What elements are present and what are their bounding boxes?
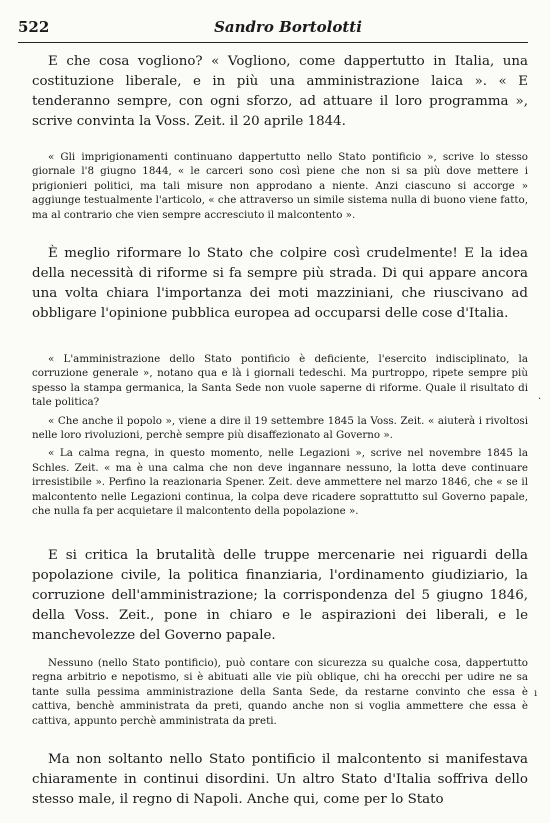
note-2b: « Che anche il popolo », viene a dire il 19 settembre 1845 la Voss. Zeit. « aiuterà i rivoltosi nelle loro rivoluzioni, perchè sempre più disaffezionato al Governo ».: [32, 414, 528, 442]
paragraph-3: E si critica la brutalità delle truppe mercenarie nei riguardi della popolazione civile, la politica finanziaria, l'ordinamento giudiziario, la corruzione dell'amministrazione; la corrispondenza del 5 giugno 1846, della Voss. Zeit., pone in chiaro e le aspirazioni dei liberali, e le manchevolezze del Governo papale.: [32, 548, 528, 643]
note-1: « Gli imprigionamenti continuano dappertutto nello Stato pontificio », scrive lo stesso giornale l'8 giugno 1844, « le carceri sono così piene che non si sa più dove mettere i prigionieri politici, ma tali misure non approdano a niente. Anzi ciascuno si accorge » aggiunge testualmente l'articolo, « che attraverso un simile sistema nulla di buono viene fatto, ma al contrario che vien sempre accresciuto il malcontento ».: [32, 151, 528, 221]
footnote-block-3: [32, 656, 528, 732]
paragraph-2: È meglio riformare lo Stato che colpire così crudelmente! E la idea della necessità di riforme si fa sempre più strada. Di qui appare ancora una volta chiara l'importanza dei moti mazziniani, che riuscivano ad obbligare l'opinione pubblica europea ad occuparsi delle cose d'Italia.: [32, 246, 528, 321]
header-rule: [18, 42, 528, 43]
page-number: 522: [18, 18, 50, 36]
note-2c: « La calma regna, in questo momento, nelle Legazioni », scrive nel novembre 1845 la Schles. Zeit. « ma è una calma che non deve ingannare nessuno, la lotta deve continuare irresistibile ». Perfino la reazionaria Spener. Zeit. deve ammettere nel marzo 1846, che « se il malcontento nelle Legazioni continua, la colpa deve ricadere soprattutto sul Governo papale, che nulla fa per acquietare il malcontento della popolazione ».: [32, 447, 528, 518]
margin-mark: ·: [538, 394, 542, 405]
footnote-block-2: [32, 352, 528, 522]
margin-mark: ı: [534, 688, 538, 699]
paragraph-4: Ma non soltanto nello Stato pontificio il malcontento si manifestava chiaramente in continui disordini. Un altro Stato d'Italia soffriva dello stesso male, il regno di Napoli. Anche qui, come per lo Stato: [32, 752, 528, 807]
paragraph-1: E che cosa vogliono? « Vogliono, come dappertutto in Italia, una costituzione liberale, e in più una amministrazione laica ». « E tenderanno sempre, con ogni sforzo, ad attuare il loro programma », scrive convinta la Voss. Zeit. il 20 aprile 1844.: [32, 54, 528, 129]
note-2a: « L'amministrazione dello Stato pontificio è deficiente, l'esercito indisciplinato, la corruzione generale », notano qua e là i giornali tedeschi. Ma purtroppo, ripete sempre più spesso la stampa germanica, la Santa Sede non vuole saperne di riforme. Quale il risultato di tale politica?: [32, 353, 528, 409]
running-title: Sandro Bortolotti: [214, 18, 362, 36]
note-3: Nessuno (nello Stato pontificio), può contare con sicurezza su qualche cosa, dappertutto regna arbitrio e nepotismo, si è abituati alle vie più oblique, chi ha orecchi per udire ne sa tante sulla pessima amministrazione della Santa Sede, da restarne convinto che essa è cattiva, benchè amministrata da preti, quando anche non si voglia ammettere che essa è cattiva, appunto perchè amministrata da preti.: [32, 657, 528, 727]
page-header: [18, 18, 528, 44]
footnote-block-1: [32, 150, 528, 226]
